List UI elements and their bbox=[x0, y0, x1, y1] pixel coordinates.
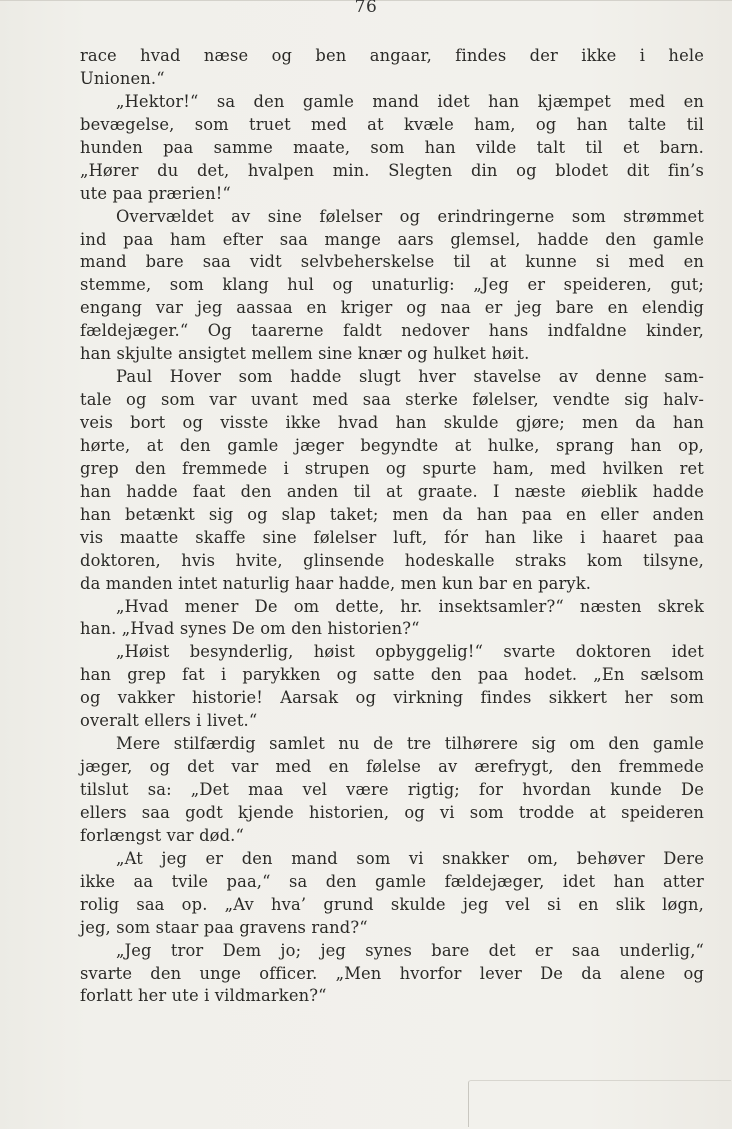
text-line: ute paa prærien!“ bbox=[80, 183, 231, 203]
text-line: Overvældet av sine følelser og erindringerne som strømmet bbox=[116, 206, 704, 226]
text-line: vis maatte skaffe sine følelser luft, fór han like i haaret paa bbox=[80, 527, 704, 547]
text-line: jeg, som staar paa gravens rand?“ bbox=[80, 917, 368, 937]
text-line: han hadde faat den anden til at graate. I næste øieblik hadde bbox=[80, 481, 704, 501]
text-line: forlængst var død.“ bbox=[80, 825, 244, 845]
text-line: mand bare saa vidt selvbeherskelse til at kunne si med en bbox=[80, 252, 704, 272]
text-line: han skjulte ansigtet mellem sine knær og hulket høit. bbox=[80, 344, 530, 364]
text-line: hunden paa samme maate, som han vilde talt til et barn. bbox=[80, 137, 704, 157]
text-line: Paul Hover som hadde slugt hver stavelse av denne sam- bbox=[116, 367, 704, 387]
text-line: Mere stilfærdig samlet nu de tre tilhørere sig om den gamle bbox=[116, 734, 704, 754]
text-line: doktoren, hvis hvite, glinsende hodeskalle straks kom tilsyne, bbox=[80, 550, 704, 570]
text-line: ellers saa godt kjende historien, og vi som trodde at speideren bbox=[80, 802, 704, 822]
text-line: ind paa ham efter saa mange aars glemsel, hadde den gamle bbox=[80, 229, 704, 249]
text-line: race hvad næse og ben angaar, findes der ikke i hele bbox=[80, 46, 704, 65]
text-line: fældejæger.“ Og taarerne faldt nedover hans indfaldne kinder, bbox=[80, 321, 704, 341]
page-number: 76 bbox=[354, 0, 378, 17]
text-line: „Jeg tror Dem jo; jeg synes bare det er saa underlig,“ bbox=[116, 940, 704, 960]
text-line: rolig saa op. „Av hva’ grund skulde jeg vel si en slik løgn, bbox=[80, 894, 704, 914]
text-line: veis bort og visste ikke hvad han skulde gjøre; men da han bbox=[80, 413, 704, 432]
text-line: engang var jeg aassaa en kriger og naa er jeg bare en elendig bbox=[80, 298, 704, 318]
text-line: „Hvad mener De om dette, hr. insektsamler?“ næsten skrek bbox=[116, 596, 704, 616]
text-line: „At jeg er den mand som vi snakker om, behøver Dere bbox=[116, 848, 704, 868]
text-line: Unionen.“ bbox=[80, 68, 165, 88]
body-text bbox=[80, 45, 704, 1008]
text-line: overalt ellers i livet.“ bbox=[80, 711, 258, 731]
text-line: han betænkt sig og slap taket; men da han paa en eller anden bbox=[80, 504, 704, 524]
text-line: forlatt her ute i vildmarken?“ bbox=[80, 986, 327, 1006]
text-line: „Høist besynderlig, høist opbyggelig!“ svarte doktoren idet bbox=[116, 642, 704, 662]
text-line: tale og som var uvant med saa sterke følelser, vendte sig halv- bbox=[80, 390, 704, 410]
text-line: hørte, at den gamle jæger begyndte at hulke, sprang han op, bbox=[80, 435, 704, 455]
text-line: og vakker historie! Aarsak og virkning findes sikkert her som bbox=[80, 688, 704, 708]
text-line: „Hører du det, hvalpen min. Slegten din og blodet dit fin’s bbox=[80, 160, 704, 180]
text-line: „Hektor!“ sa den gamle mand idet han kjæmpet med en bbox=[116, 91, 704, 111]
text-line: tilslut sa: „Det maa vel være rigtig; for hvordan kunde De bbox=[80, 780, 704, 799]
text-line: ikke aa tvile paa,“ sa den gamle fældejæger, idet han atter bbox=[80, 871, 704, 891]
text-line: svarte den unge officer. „Men hvorfor lever De da alene og bbox=[80, 963, 704, 983]
text-line: han. „Hvad synes De om den historien?“ bbox=[80, 619, 420, 639]
text-line: grep den fremmede i strupen og spurte ham, med hvilken ret bbox=[80, 458, 704, 478]
text-line: han grep fat i parykken og satte den paa hodet. „En sælsom bbox=[80, 665, 704, 685]
text-line: bevægelse, som truet med at kvæle ham, og han talte til bbox=[80, 114, 704, 134]
text-line: jæger, og det var med en følelse av ærefrygt, den fremmede bbox=[80, 757, 704, 777]
text-line: da manden intet naturlig haar hadde, men kun bar en paryk. bbox=[80, 573, 592, 593]
text-line: stemme, som klang hul og unaturlig: „Jeg er speideren, gut; bbox=[80, 275, 704, 295]
page-corner-fold bbox=[468, 1080, 731, 1127]
